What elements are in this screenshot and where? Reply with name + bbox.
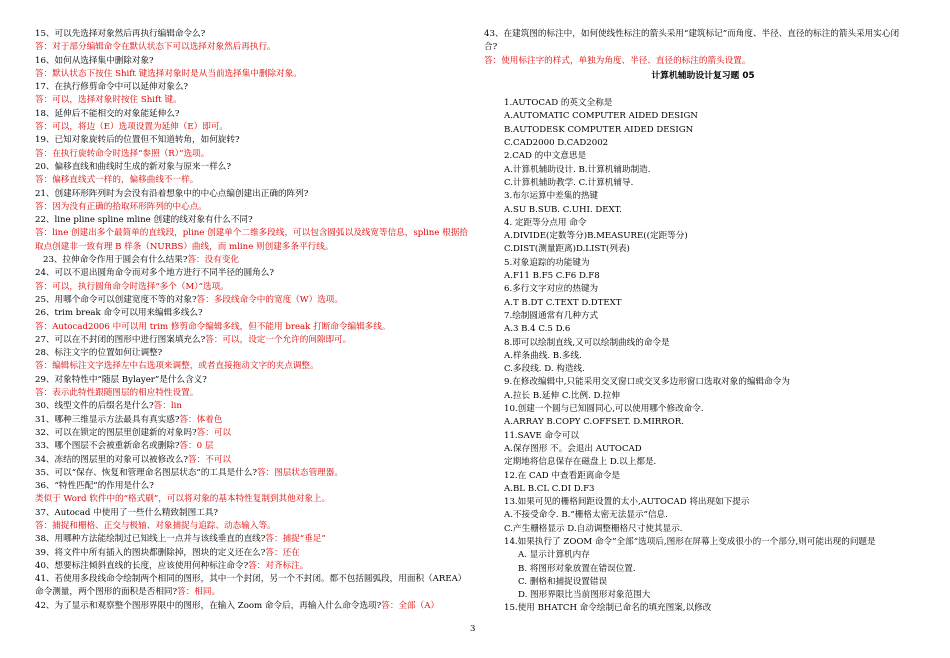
qa-line bbox=[35, 440, 473, 453]
qa-line bbox=[35, 254, 473, 267]
quiz-option: A. 显示计算机内存 bbox=[518, 550, 590, 561]
quiz-option: B. 将图形对象放置在错误位置. bbox=[518, 563, 636, 574]
question-line: 19、已知对象旋转后的位置但不知道转角，如何旋转? bbox=[35, 135, 240, 146]
qa-line bbox=[35, 294, 473, 307]
qa-line bbox=[35, 533, 473, 546]
question-line: 22、line pline spline mline 创建的线对象有什么不同? bbox=[35, 215, 253, 226]
quiz-option: C.多段线. D. 构造线. bbox=[504, 364, 585, 375]
quiz-option: A.DIVIDE(定数等分)B.MEASURE((定距等分) bbox=[504, 231, 688, 242]
answer-line: 答：捕捉和栅格、正交与极轴、对象捕捉与追踪、动态输入等。 bbox=[35, 520, 276, 531]
quiz-items bbox=[484, 97, 922, 616]
quiz-option: C.产生栅格显示 D.自动调整栅格尺寸使其显示. bbox=[504, 523, 683, 534]
question-line: 20、偏移直线和曲线时生成的新对象与原来一样么? bbox=[35, 161, 232, 172]
quiz-option: A.拉长 B.延伸 C.比例. D.拉伸 bbox=[504, 390, 620, 401]
answer-line: 答：表示此特性跟随图层的相应特性设置。 bbox=[35, 388, 199, 399]
answer-text: 答：可以 bbox=[196, 427, 232, 438]
question-text: 27、可以在不封闭的图形中进行图案填充么? bbox=[35, 334, 206, 345]
qa-line bbox=[35, 454, 473, 467]
quiz-option: C.计算机辅助教学. C.计算机辅导. bbox=[504, 177, 634, 188]
quiz-option: 定期地将信息保存在磁盘上 D.以上都是. bbox=[504, 457, 657, 468]
quiz-question: 9.在修改编辑中,只能采用交叉窗口或交叉多边形窗口选取对象的编辑命令为 bbox=[504, 377, 790, 388]
quiz-option: C.DIST(测量距离)D.LIST(列表) bbox=[504, 244, 630, 255]
question-line: 21、创建环形阵列时为会没有沿着想象中的中心点编创建出正确的阵列? bbox=[35, 188, 309, 199]
qa-line bbox=[35, 600, 473, 613]
answer-line: 答：偏移直线式一样的，偏移曲线不一样。 bbox=[35, 175, 199, 186]
question-text: 38、用哪种方法能绘制过已知线上一点并与该线垂直的直线? bbox=[35, 534, 266, 545]
quiz-question: 4. 定距等分点用 命令 bbox=[504, 217, 587, 228]
answer-text: 答：对齐标注。 bbox=[248, 560, 309, 571]
question-text: 25、用哪个命令可以创建宽度不等的对象? bbox=[35, 294, 197, 305]
answer-line: 答：因为没有正确的拾取环形阵列的中心点。 bbox=[35, 201, 207, 212]
question-line: 29、对象特性中“随层 Bylayer”是什么含义? bbox=[35, 374, 207, 385]
answer-line: 答：可以，将边（E）选项设置为延伸（E）即可。 bbox=[35, 122, 229, 133]
qa-line bbox=[35, 560, 473, 573]
quiz-option: A.保存图形 不。会退出 AUTOCAD bbox=[504, 443, 642, 454]
question-text: 23、拉伸命令作用于圆会有什么结果? bbox=[43, 255, 188, 266]
answer-line: 答：编辑标注文字选择左中右选项来调整，或者直接拖动文字的夹点调整。 bbox=[35, 361, 319, 372]
quiz-question: 6.多行文字对应的热键为 bbox=[504, 284, 599, 295]
quiz-question: 2.CAD 的中文意思是 bbox=[504, 151, 587, 162]
section-title: 计算机辅助设计复习题 05 bbox=[651, 70, 755, 81]
question-text: 35、可以“保存、恢复和管理命名图层状态”的工具是什么? bbox=[35, 467, 257, 478]
question-text: 33、哪个图层不会被重新命名或删除? bbox=[35, 441, 180, 452]
answer-line: 答：对于部分编辑命令在默认状态下可以选择对象然后再执行。 bbox=[35, 42, 276, 53]
answer-text: 答：可以，设定一个允许的间隙即可。 bbox=[205, 334, 352, 345]
question-line: 17、在执行修剪命令中可以延伸对象么? bbox=[35, 82, 189, 93]
answer-text: 答：不可以 bbox=[188, 454, 232, 465]
answer-line: 答：默认状态下按住 Shift 键选择对象时是从当前选择集中删除对象。 bbox=[35, 68, 302, 79]
quiz-question: 3.布尔运算中差集的热键 bbox=[504, 191, 599, 202]
qa-line bbox=[35, 467, 473, 480]
qa-line bbox=[35, 547, 473, 560]
question-line: 18、延伸后不能相交的对象能延伸么? bbox=[35, 108, 180, 119]
quiz-question: 1.AUTOCAD 的英文全称是 bbox=[504, 98, 613, 109]
quiz-option: A.计算机辅助设计. B.计算机辅助制造. bbox=[504, 164, 651, 175]
answer-line: 类似于 Word 软件中的“格式刷”，可以将对象的基本特性复制到其他对象上。 bbox=[35, 494, 331, 505]
quiz-option: A.AUTOMATIC COMPUTER AIDED DESIGN bbox=[504, 111, 698, 122]
quiz-option: C.CAD2000 D.CAD2002 bbox=[504, 138, 609, 149]
quiz-question: 12.在 CAD 中查看距离命令是 bbox=[504, 470, 621, 481]
answer-text: 答：lin bbox=[153, 401, 182, 412]
quiz-question: 15.使用 BHATCH 命令绘制已命名的填充图案,以修改 bbox=[504, 603, 712, 614]
quiz-question: 10.创建一个圆与已知圆同心,可以使用哪个修改命令. bbox=[504, 404, 704, 415]
answer-text: 答：相同。 bbox=[177, 587, 221, 598]
question-line: 28、标注文字的位置如何让调整? bbox=[35, 348, 163, 359]
quiz-option: A.T B.DT C.TEXT D.DTEXT bbox=[504, 297, 622, 308]
qa-line bbox=[35, 334, 473, 347]
question-line: 16、如何从选择集中删除对象? bbox=[35, 55, 154, 66]
quiz-option: A.不接受命令. B.”栅格太密无法显示”信息. bbox=[504, 510, 668, 521]
answer-text: 答：图层状态管理器。 bbox=[257, 467, 343, 478]
quiz-question: 11.SAVE 命令可以 bbox=[504, 430, 579, 441]
quiz-option: A.SU B.SUB. C.UHI. DEXT. bbox=[504, 204, 622, 215]
answer-text: 答：体着色 bbox=[179, 414, 223, 425]
answer-text: 答：捕捉“垂足” bbox=[265, 534, 326, 545]
quiz-question: 8.即可以绘制直线,又可以绘制曲线的命令是 bbox=[504, 337, 670, 348]
question-text: 命令测量，两个图形的面积是否相同? bbox=[35, 587, 178, 598]
question-text: 30、线型文件的后缀名是什么? bbox=[35, 401, 154, 412]
answer-text: 答：全部（A） bbox=[381, 600, 440, 611]
quiz-option: A.3 B.4 C.5 D.6 bbox=[504, 324, 571, 335]
right-column bbox=[484, 28, 922, 616]
right-column-intro bbox=[484, 28, 922, 68]
answer-text: 答：0 层 bbox=[179, 441, 214, 452]
quiz-question: 7.绘制圆通常有几种方式 bbox=[504, 310, 599, 321]
question-line: 36、“特性匹配”的作用是什么? bbox=[35, 481, 154, 492]
answer-line: 答：可以，执行圆角命令时选择“多个（M）”选项。 bbox=[35, 281, 229, 292]
question-line: 37、Autocad 中使用了一些什么精致制图工具? bbox=[35, 507, 218, 518]
answer-text: 答：还在 bbox=[265, 547, 300, 558]
quiz-option: D. 图形界限比当前图形对象范围大 bbox=[518, 590, 651, 601]
question-line: 合? bbox=[484, 42, 498, 53]
question-text: 32、可以在锁定的图层里创建新的对象吗? bbox=[35, 427, 197, 438]
question-text: 42、为了显示和观察整个图形界限中的图形，在输入 Zoom 命令后，再输入什么命令选项? bbox=[35, 600, 382, 611]
quiz-question: 14.如果执行了 ZOOM 命令”全部”选项后,图形在屏幕上变成很小的一个部分,则可能出现的问题是 bbox=[504, 536, 876, 547]
quiz-option: A.ARRAY B.COPY C.OFFSET. D.MIRROR. bbox=[504, 417, 684, 428]
qa-line bbox=[35, 427, 473, 440]
question-text: 31、哪种三维显示方法最具有真实感? bbox=[35, 414, 180, 425]
quiz-question: 13.如果可见的栅格间距设置的太小,AUTOCAD 将出现如下提示 bbox=[504, 497, 750, 508]
quiz-option: A.样条曲线. B.多线. bbox=[504, 350, 582, 361]
quiz-question: 5.对象追踪的功能键为 bbox=[504, 257, 590, 268]
answer-line: 答：在执行旋转命令时选择“参照（R）”选项。 bbox=[35, 148, 210, 159]
question-line: 41、若使用多段线命令绘制两个相同的图形，其中一个封闭，另一个不封闭。都不包括圆弧段，用面积（AREA） bbox=[35, 574, 467, 585]
question-line: 24、可以不退出圆角命令而对多个地方进行不同半径的圆角么? bbox=[35, 268, 274, 279]
question-line: 15、可以先选择对象然后再执行编辑命令么? bbox=[35, 29, 206, 39]
qa-line bbox=[35, 400, 473, 413]
answer-line: 答：Autocad2006 中可以用 trim 修剪命令编辑多线，但不能用 break 打断命令编辑多线。 bbox=[35, 321, 391, 332]
quiz-option: A.F11 B.F5 C.F6 D.F8 bbox=[504, 271, 600, 282]
answer-line: 答：line 创建出多个最简单的直线段，pline 创建单个二维多段线，可以包含圆弧以及线宽等信息，spline 根据拾 bbox=[35, 228, 468, 239]
question-text: 39、将文件中所有插入的图块都删除掉，图块的定义还在么? bbox=[35, 547, 266, 558]
quiz-option: C. 删格和捕捉设置错误 bbox=[518, 576, 608, 587]
left-column bbox=[35, 28, 473, 613]
question-line: 26、trim break 命令可以用来编辑多线么? bbox=[35, 308, 203, 319]
question-text: 40、想要标注倾斜直线的长度，应该使用何种标注命令? bbox=[35, 560, 249, 571]
answer-line: 答：使用标注字的样式，单独为角度、半径、直径的标注的箭头设置。 bbox=[484, 55, 751, 66]
answer-text: 答：没有变化 bbox=[187, 255, 240, 266]
answer-line: 取点创建非一致有理 B 样条（NURBS）曲线，而 mline 则创建多条平行线。 bbox=[35, 241, 334, 252]
question-line: 43、在建筑图的标注中，如何使线性标注的箭头采用“建筑标记”而角度、半径、直径的标注的箭头采用实心闭 bbox=[484, 29, 900, 39]
page-number: 3 bbox=[470, 624, 476, 634]
question-text: 34、冻结的图层里的对象可以被修改么? bbox=[35, 454, 189, 465]
answer-line: 答：可以，选择对象时按住 Shift 键。 bbox=[35, 95, 182, 106]
quiz-option: B.AUTODESK COMPUTER AIDED DESIGN bbox=[504, 124, 694, 135]
quiz-option: A.BL B.CL C.DI D.F3 bbox=[504, 483, 595, 494]
qa-line bbox=[35, 586, 473, 599]
qa-line bbox=[35, 414, 473, 427]
answer-text: 答：多段线命令中的宽度（W）选项。 bbox=[196, 294, 343, 305]
